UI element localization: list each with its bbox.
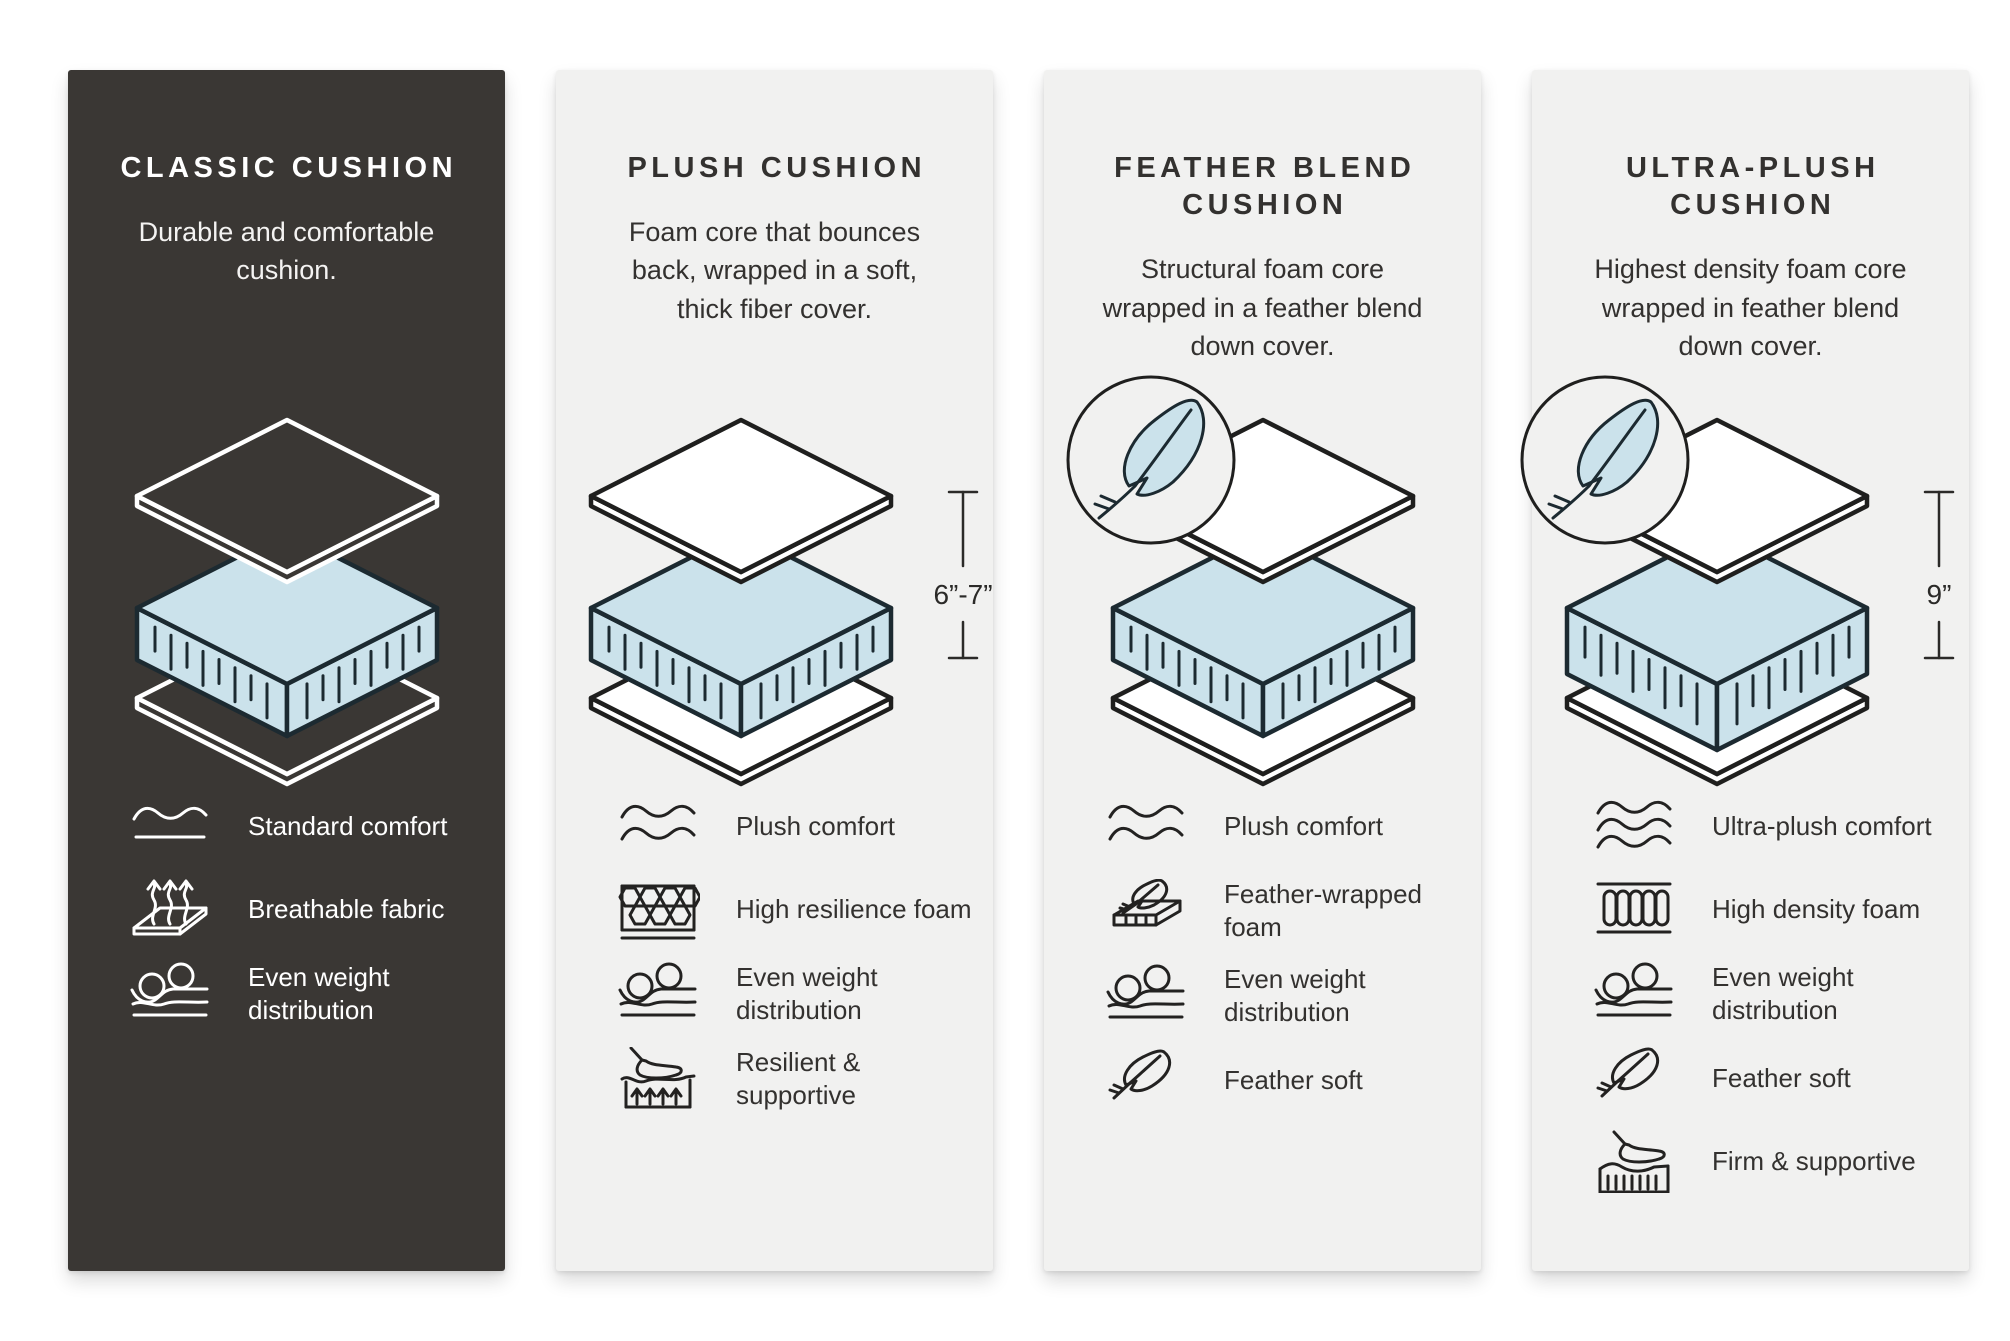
- double-wave-icon: [616, 795, 700, 859]
- even-weight-icon: [616, 962, 700, 1026]
- cushion-diagram: [68, 370, 505, 795]
- feature-row: [1592, 1046, 1949, 1110]
- feature-row: [616, 795, 973, 859]
- breathable-fabric-icon: [128, 878, 212, 942]
- dimension-label: 9”: [1926, 579, 1951, 610]
- cushion-title: CLASSIC CUSHION: [120, 152, 458, 184]
- cushion-description: Highest density foam core wrapped in feather blend down cover.: [1594, 254, 1907, 361]
- dimension-label: 6”-7”: [932, 579, 993, 610]
- feature-label: Breathable fabric: [248, 894, 445, 925]
- top-cover: [591, 420, 891, 582]
- panel-header: [1044, 70, 1481, 370]
- feature-label: Feather soft: [1224, 1064, 1363, 1095]
- feature-label: Ultra-plush comfort: [1712, 811, 1932, 842]
- feature-row: [1592, 961, 1949, 1027]
- double-wave-icon: [1104, 795, 1188, 859]
- firm-supportive-icon: [1592, 1129, 1676, 1193]
- cushion-title: PLUSH CUSHION: [627, 152, 927, 184]
- feature-label: Plush comfort: [736, 811, 895, 842]
- even-weight-icon: [128, 962, 212, 1026]
- resilient-supportive-icon: [616, 1047, 700, 1111]
- feature-row: [616, 961, 973, 1027]
- feather-badge: [1068, 377, 1234, 543]
- panel-header: [68, 70, 505, 370]
- feature-row: [616, 878, 973, 942]
- feature-label: Even weight distribution: [1712, 962, 1854, 1026]
- triple-wave-icon: [1592, 795, 1676, 859]
- top-cover: [137, 420, 437, 582]
- cushion-title: FEATHER BLEND CUSHION: [1114, 152, 1416, 222]
- feature-label: High resilience foam: [736, 894, 972, 925]
- feature-list: [556, 795, 993, 1112]
- feather-icon: [1104, 1048, 1188, 1112]
- panel-header: [1532, 70, 1969, 370]
- feature-list: [68, 795, 505, 1027]
- panel-classic-cushion: [68, 70, 505, 1271]
- feature-row: [1592, 795, 1949, 859]
- cushion-diagram: [1532, 370, 1969, 795]
- cushion-diagram: [556, 370, 993, 795]
- feature-row: [128, 961, 485, 1027]
- feature-list: [1044, 795, 1481, 1112]
- panel-feather-blend-cushion: [1044, 70, 1481, 1271]
- feature-list: [1532, 795, 1969, 1193]
- honeycomb-foam-icon: [616, 878, 700, 942]
- feature-row: [616, 1046, 973, 1112]
- even-weight-icon: [1592, 962, 1676, 1026]
- cushion-description: Durable and comfortable cushion.: [138, 217, 435, 286]
- feather-badge: [1522, 377, 1688, 543]
- even-weight-icon: [1104, 964, 1188, 1028]
- feature-row: [128, 878, 485, 942]
- feature-row: [1104, 963, 1461, 1029]
- feature-label: Resilient & supportive: [736, 1047, 861, 1111]
- panel-plush-cushion: [556, 70, 993, 1271]
- feature-label: Plush comfort: [1224, 811, 1383, 842]
- feather-icon: [1592, 1046, 1676, 1110]
- thickness-dimension: [1925, 492, 1953, 658]
- feature-row: [1592, 1129, 1949, 1193]
- cushion-diagram: [1044, 370, 1481, 795]
- feature-label: Even weight distribution: [1224, 964, 1366, 1028]
- feature-label: Even weight distribution: [736, 962, 878, 1026]
- cushion-description: Structural foam core wrapped in a feather blend down cover.: [1102, 254, 1423, 361]
- feature-label: Firm & supportive: [1712, 1145, 1916, 1176]
- high-density-foam-icon: [1592, 878, 1676, 942]
- feature-row: [1104, 1048, 1461, 1112]
- feature-row: [128, 795, 485, 859]
- panel-ultra-plush-cushion: [1532, 70, 1969, 1271]
- cushion-title: ULTRA-PLUSH CUSHION: [1625, 152, 1880, 222]
- feature-row: [1592, 878, 1949, 942]
- feature-label: High density foam: [1712, 894, 1921, 925]
- feature-row: [1104, 878, 1461, 944]
- panel-header: [556, 70, 993, 370]
- feather-wrapped-foam-icon: [1104, 879, 1188, 943]
- cushion-description: Foam core that bounces back, wrapped in a soft, thick fiber cover.: [628, 217, 921, 324]
- feature-label: Feather soft: [1712, 1062, 1851, 1093]
- single-wave-icon: [128, 795, 212, 859]
- feature-row: [1104, 795, 1461, 859]
- feature-label: Even weight distribution: [248, 962, 390, 1026]
- feature-label: Feather-wrapped foam: [1224, 879, 1422, 943]
- feature-label: Standard comfort: [248, 811, 448, 842]
- thickness-dimension: [933, 492, 992, 658]
